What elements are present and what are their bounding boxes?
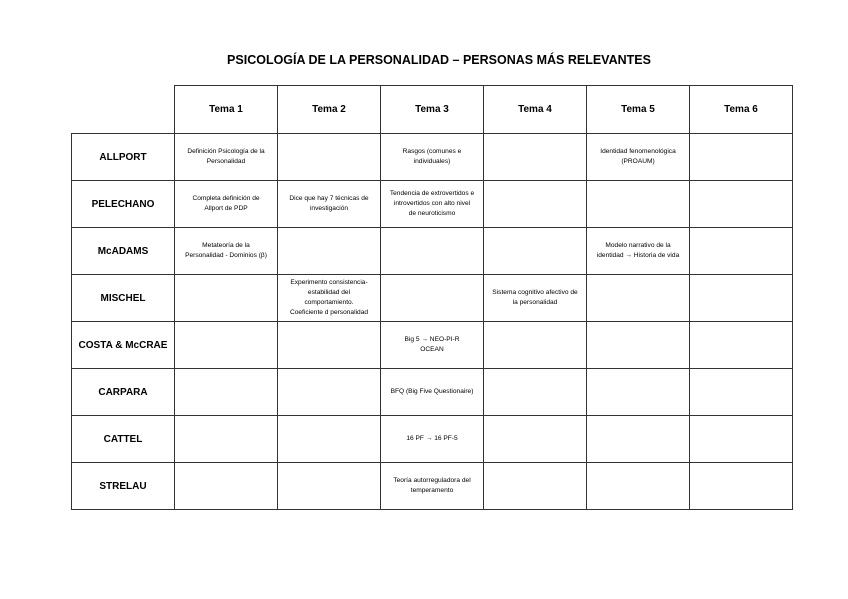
column-header: Tema 4 xyxy=(484,86,587,134)
header-row xyxy=(72,86,793,134)
cell-text: 16 PF → 16 PF-5 xyxy=(406,435,458,442)
table-cell xyxy=(484,416,587,463)
row-header: STRELAU xyxy=(72,463,175,510)
column-header: Tema 1 xyxy=(175,86,278,134)
table-cell xyxy=(381,463,484,510)
table-cell xyxy=(690,322,793,369)
column-header: Tema 2 xyxy=(278,86,381,134)
row-header: CARPARA xyxy=(72,369,175,416)
table-cell xyxy=(175,463,278,510)
table-cell xyxy=(381,322,484,369)
table-row xyxy=(72,416,793,463)
cell-text: BFQ (Big Five Questionaire) xyxy=(390,388,474,395)
row-header: ALLPORT xyxy=(72,134,175,181)
table-cell xyxy=(381,181,484,228)
table-body xyxy=(72,134,793,510)
table-cell xyxy=(484,228,587,275)
table-cell xyxy=(381,228,484,275)
cell-text: Modelo narrativo de la identidad → Historia de vida xyxy=(596,242,680,259)
table-cell xyxy=(690,134,793,181)
table-cell xyxy=(278,322,381,369)
table-cell xyxy=(175,275,278,322)
table-cell xyxy=(381,369,484,416)
table-cell xyxy=(381,416,484,463)
table-cell xyxy=(278,181,381,228)
cell-text: Teoría autorreguladora del temperamento xyxy=(393,477,471,494)
row-header: McADAMS xyxy=(72,228,175,275)
table-cell xyxy=(175,322,278,369)
cell-text: Big 5 → NEO-PI-R OCEAN xyxy=(404,336,460,353)
table-cell xyxy=(278,463,381,510)
table-row xyxy=(72,369,793,416)
column-header: Tema 3 xyxy=(381,86,484,134)
table-row xyxy=(72,463,793,510)
table-cell xyxy=(278,416,381,463)
table-cell xyxy=(690,228,793,275)
table-cell xyxy=(587,275,690,322)
table-cell xyxy=(278,134,381,181)
table-cell xyxy=(690,463,793,510)
cell-text: Dice que hay 7 técnicas de investigación xyxy=(289,195,369,212)
row-header: COSTA & McCRAE xyxy=(72,322,175,369)
table-cell xyxy=(587,463,690,510)
table-cell xyxy=(175,416,278,463)
table-cell xyxy=(484,134,587,181)
table-cell xyxy=(587,134,690,181)
table-cell xyxy=(690,275,793,322)
corner-cell xyxy=(72,86,175,134)
table-cell xyxy=(587,369,690,416)
table-cell xyxy=(484,322,587,369)
cell-text: Sistema cognitivo afectivo de la personalidad xyxy=(492,289,578,306)
cell-text: Tendencia de extrovertidos e introvertidos con alto nivel de neuroticismo xyxy=(389,190,475,217)
table-cell xyxy=(381,275,484,322)
column-header: Tema 5 xyxy=(587,86,690,134)
table-cell xyxy=(690,416,793,463)
table-cell xyxy=(587,228,690,275)
table-cell xyxy=(587,181,690,228)
table-row xyxy=(72,134,793,181)
cell-text: Definición Psicología de la Personalidad xyxy=(187,148,265,165)
row-header: CATTEL xyxy=(72,416,175,463)
personalities-table xyxy=(71,85,793,510)
table-cell xyxy=(484,275,587,322)
table-row xyxy=(72,181,793,228)
cell-text: Identidad fenomenológica (PROAUM) xyxy=(600,148,676,165)
table-cell xyxy=(175,369,278,416)
table-cell xyxy=(690,369,793,416)
table-row xyxy=(72,275,793,322)
table-cell xyxy=(278,228,381,275)
table-cell xyxy=(278,275,381,322)
table-cell xyxy=(175,134,278,181)
table-cell xyxy=(175,228,278,275)
cell-text: Metateoría de la Personalidad - Dominios (β) xyxy=(185,242,267,259)
table-cell xyxy=(587,416,690,463)
table-cell xyxy=(278,369,381,416)
table-cell xyxy=(175,181,278,228)
row-header: MISCHEL xyxy=(72,275,175,322)
table-cell xyxy=(484,463,587,510)
table-row xyxy=(72,322,793,369)
cell-text: Completa definición de Allport de PDP xyxy=(192,195,260,212)
table-cell xyxy=(484,369,587,416)
table-cell xyxy=(484,181,587,228)
cell-text: Experimento consistencia- estabilidad del comportamiento. Coeficiente d personalidad xyxy=(289,279,369,316)
table-row xyxy=(72,228,793,275)
table-cell xyxy=(587,322,690,369)
table-cell xyxy=(690,181,793,228)
cell-text: Rasgos (comunes e individuales) xyxy=(402,148,462,165)
table-cell xyxy=(381,134,484,181)
row-header: PELECHANO xyxy=(72,181,175,228)
page-title: PSICOLOGÍA DE LA PERSONALIDAD – PERSONAS MÁS RELEVANTES xyxy=(227,53,651,67)
column-header: Tema 6 xyxy=(690,86,793,134)
